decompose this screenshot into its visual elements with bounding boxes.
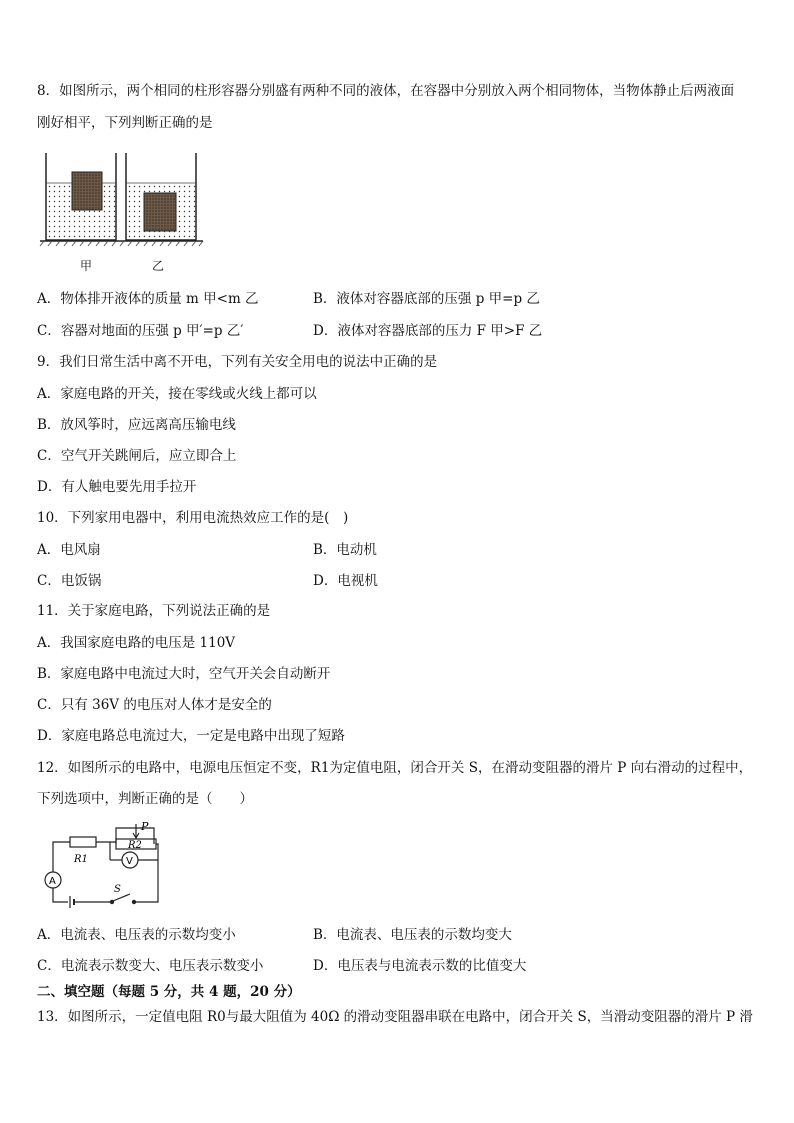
label-voltmeter: V <box>126 856 133 867</box>
q10-option-c[interactable]: C．电饭锅 <box>37 573 102 589</box>
q8-option-d[interactable]: D．液体对容器底部的压力 F 甲>F 乙 <box>313 323 543 339</box>
q8-option-c[interactable]: C．容器对地面的压强 p 甲′=p 乙′ <box>37 323 244 339</box>
q12-option-c[interactable]: C．电流表示数变大、电压表示数变小 <box>37 958 264 974</box>
q9-stem: 9．我们日常生活中离不开电，下列有关安全用电的说法中正确的是 <box>37 354 438 370</box>
label-ammeter: A <box>49 876 56 887</box>
q11-option-a[interactable]: A．我国家庭电路的电压是 110V <box>37 635 236 651</box>
switch-s <box>113 894 130 901</box>
q8-fig-label-jia: 甲 <box>80 259 93 273</box>
q12-stem-line1: 12．如图所示的电路中，电源电压恒定不变，R1为定值电阻，闭合开关 S，在滑动变阻器的滑片 P 向右滑动的过程中， <box>37 760 753 776</box>
q10-stem: 10．下列家用电器中，利用电流热效应工作的是( ) <box>37 510 349 526</box>
label-p: P <box>141 820 149 833</box>
q12-circuit-figure <box>38 820 168 908</box>
q10-option-d[interactable]: D．电视机 <box>313 573 378 589</box>
q9-option-a[interactable]: A．家庭电路的开关，接在零线或火线上都可以 <box>37 386 317 402</box>
label-r2: R2 <box>128 840 142 851</box>
q12-option-b[interactable]: B．电流表、电压表的示数均变大 <box>313 927 512 943</box>
q8-stem-line2: 刚好相平，下列判断正确的是 <box>37 115 213 131</box>
q11-stem: 11．关于家庭电路，下列说法正确的是 <box>37 603 271 619</box>
q11-option-d[interactable]: D．家庭电路总电流过大，一定是电路中出现了短路 <box>37 728 345 744</box>
q11-option-b[interactable]: B．家庭电路中电流过大时，空气开关会自动断开 <box>37 666 331 682</box>
section-2-title: 二、填空题（每题 5 分，共 4 题，20 分） <box>37 984 301 1000</box>
q11-option-c[interactable]: C．只有 36V 的电压对人体才是安全的 <box>37 697 272 713</box>
q13-stem-line1: 13．如图所示，一定值电阻 R0与最大阻值为 40Ω 的滑动变阻器串联在电路中，闭合开关 S，当滑动变阻器的滑片 P 滑 <box>37 1009 753 1025</box>
q8-option-b[interactable]: B．液体对容器底部的压强 p 甲=p 乙 <box>313 291 540 307</box>
label-s: S <box>114 884 121 895</box>
q10-option-b[interactable]: B．电动机 <box>313 542 377 558</box>
q9-option-b[interactable]: B．放风筝时，应远离高压输电线 <box>37 417 236 433</box>
q12-stem-line2: 下列选项中，判断正确的是（ ） <box>37 791 253 807</box>
object-yi <box>144 193 176 231</box>
q8-fig-label-yi: 乙 <box>152 259 165 273</box>
q9-option-c[interactable]: C．空气开关跳闸后，应立即合上 <box>37 448 237 464</box>
q12-option-a[interactable]: A．电流表、电压表的示数均变小 <box>37 927 236 943</box>
q9-option-d[interactable]: D．有人触电要先用手拉开 <box>37 479 197 495</box>
q8-figure <box>38 150 208 260</box>
q10-option-a[interactable]: A．电风扇 <box>37 542 101 558</box>
q12-option-d[interactable]: D．电压表与电流表示数的比值变大 <box>313 958 527 974</box>
q8-option-a[interactable]: A．物体排开液体的质量 m 甲<m 乙 <box>37 291 259 307</box>
q8-stem-line1: 8．如图所示，两个相同的柱形容器分别盛有两种不同的液体，在容器中分别放入两个相同物体，当物体静止后两液面 <box>37 83 735 99</box>
object-jia <box>72 172 102 210</box>
resistor-r1 <box>70 837 96 847</box>
label-r1: R1 <box>74 854 88 865</box>
